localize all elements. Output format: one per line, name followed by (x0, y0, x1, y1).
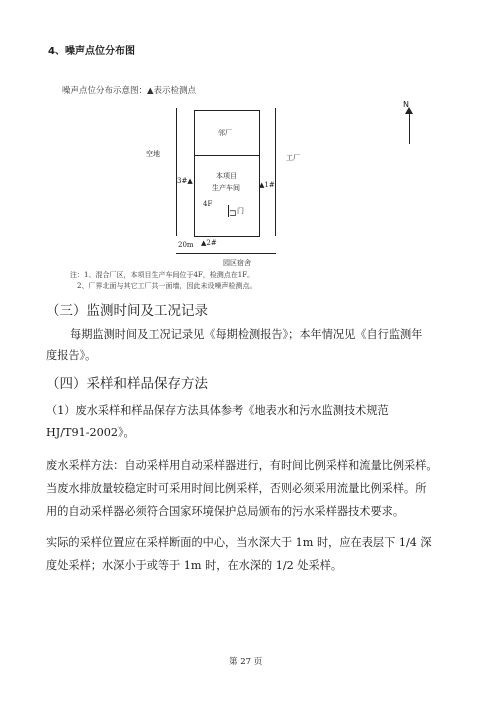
point-1: ▲1# (259, 181, 275, 189)
gate-label: 门 (237, 207, 244, 215)
project-label: 本项目 (216, 172, 237, 180)
section3-para-line1: 每期监测时间及工况记录见《每期检测报告》；本年情况见《自行监测年 (70, 328, 423, 341)
floor-label: 4F (203, 200, 213, 208)
diagram-note-2: 2、厂界北面与其它工厂共一面墙，因此未设噪声检测点。 (77, 282, 257, 290)
west-boundary-line (176, 108, 177, 236)
section3-para-line2: 度报告》。 (46, 349, 97, 362)
south-boundary-line (176, 253, 276, 254)
point-3: 3#▲ (177, 177, 193, 185)
section-heading-noise-map: 4、噪声点位分布图 (48, 46, 135, 57)
section4-para2-line2: 当废水排放量较稳定时可采用时间比例采样，否则必须采用流量比例采样。所 (46, 482, 427, 495)
east-boundary-line (275, 108, 276, 236)
neighbor-factory-label: 邻厂 (218, 129, 232, 137)
section4-title: （四）采样和样品保存方法 (46, 376, 208, 392)
east-label: 工厂 (286, 154, 300, 162)
section4-item1-line1: （1）废水采样和样品保存方法具体参考《地表水和污水监测技术规范 (46, 404, 389, 417)
point-2: ▲2# (201, 239, 217, 247)
workshop-label: 生产车间 (212, 184, 240, 192)
page-number: 第 27 页 (229, 657, 263, 667)
project-building-box (194, 155, 260, 237)
north-arrow-icon (405, 107, 413, 114)
section4-para3-line2: 度处采样；水深小于或等于 1m 时，在水深的 1/2 处采样。 (46, 559, 343, 572)
diagram-caption: 噪声点位分布示意图：▲表示检测点 (62, 86, 197, 96)
distance-label: 20m (178, 241, 194, 249)
diagram-note-1: 注：1、混合厂区，本项目生产车间位于4F，检测点在1F。 (70, 271, 255, 279)
section3-title: （三）监测时间及工况记录 (46, 303, 208, 319)
section4-item1-line2: HJ/T91-2002》。 (46, 426, 135, 439)
west-label: 空地 (146, 150, 160, 158)
section4-para3-line1: 实际的采样位置应在采样断面的中心，当水深大于 1m 时，应在表层下 1/4 深 (46, 536, 432, 549)
south-dormitory-label: 园区宿舍 (223, 259, 251, 267)
gate-bracket: ⊐ (229, 209, 237, 219)
section4-para2-line1: 废水采样方法：自动采样用自动采样器进行，有时间比例采样和流量比例采样。 (46, 459, 438, 472)
section4-para2-line3: 用的自动采样器必须符合国家环境保护总局颁布的污水采样器技术要求。 (46, 505, 405, 518)
north-label: N (403, 100, 409, 109)
north-arrow-shaft (409, 112, 410, 144)
